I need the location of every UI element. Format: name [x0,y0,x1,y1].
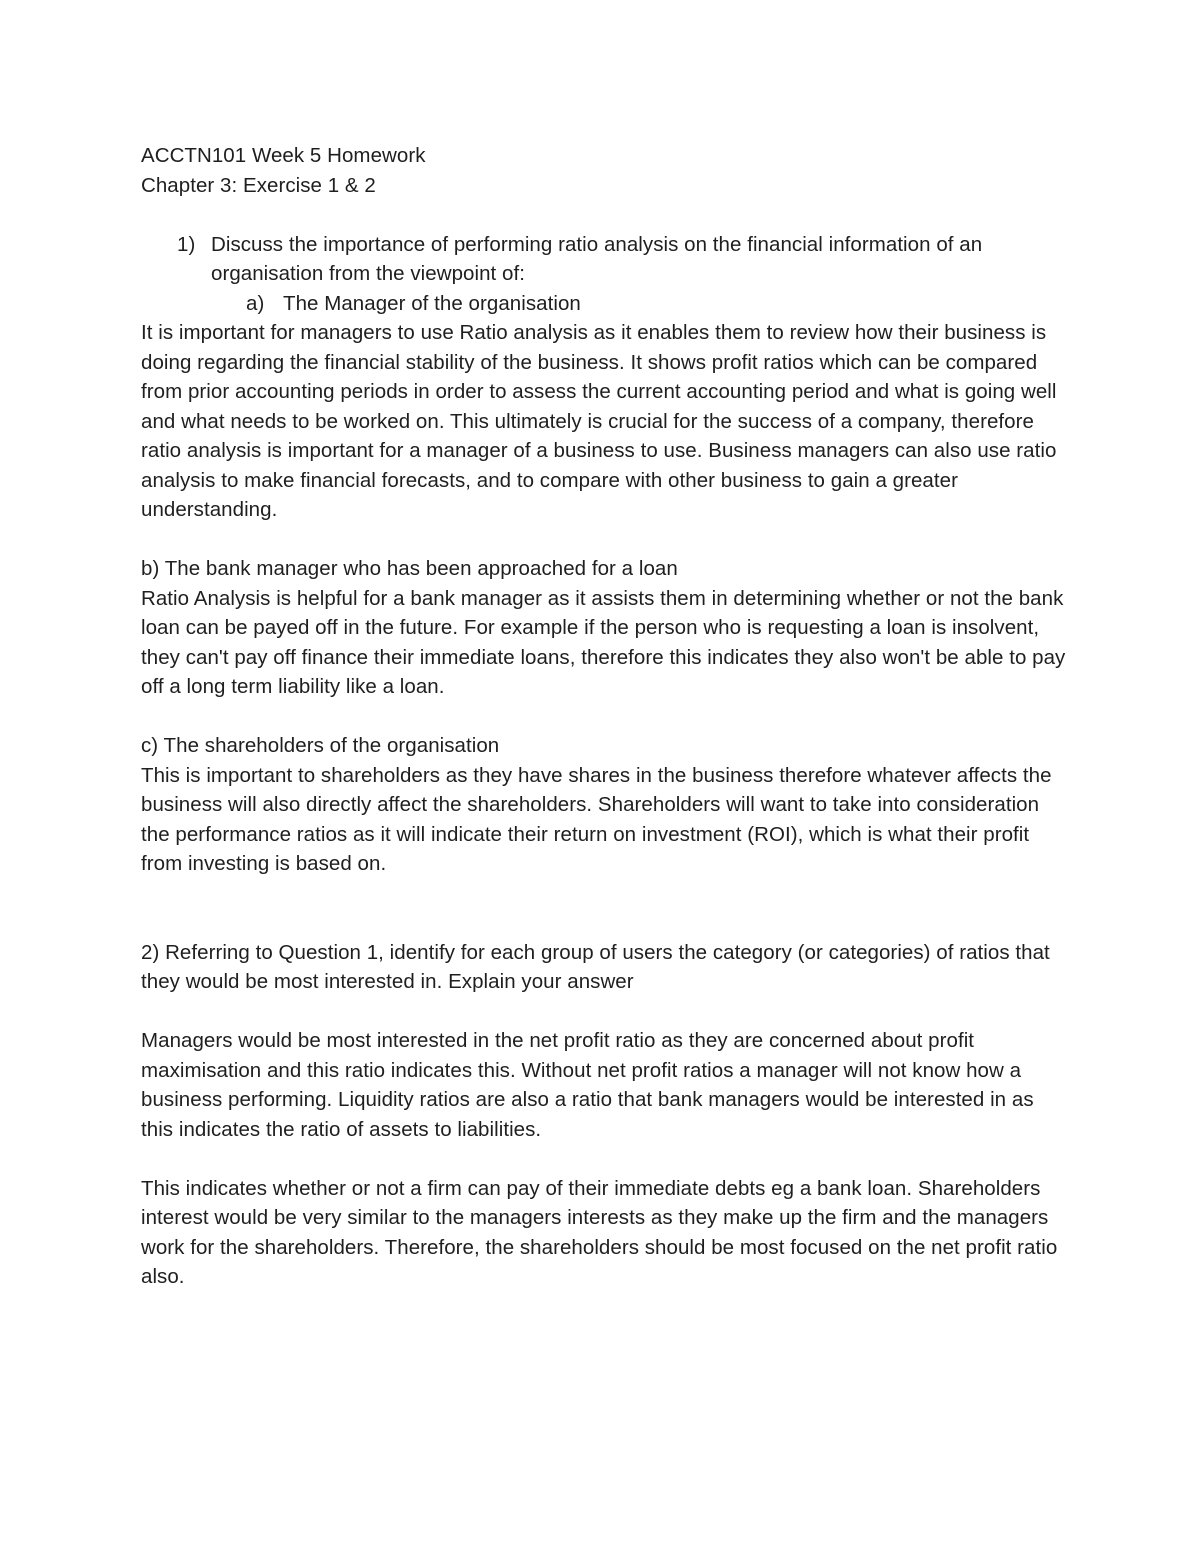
question-1b-heading: b) The bank manager who has been approached for a loan [141,557,678,580]
question-1-text: Discuss the importance of performing ratio analysis on the financial information of an organisation from the viewpoint of: [211,232,983,285]
question-2-answer-2: This indicates whether or not a firm can pay of their immediate debts eg a bank loan. Shareholders interest would be very similar to the managers interests as they make up the firm and the managers work for the shareholders. Therefore, the shareholders should be most focused on the net profit ratio also. [141,1176,1058,1288]
spacer [141,702,1071,732]
question-2-text: 2) Referring to Question 1, identify for each group of users the category (or categories) of ratios that they would be most interested in. Explain your answer [141,940,1050,993]
document-title: ACCTN101 Week 5 Homework [141,144,426,167]
question-1a-heading: The Manager of the organisation [283,291,581,315]
question-1c-answer: This is important to shareholders as they have shares in the business therefore whatever affects the business will also directly affect the shareholders. Shareholders will want to take into consideration the performance ratios as it will indicate their return on investment (ROI), which is what their profit from investing is based on. [141,763,1052,875]
question-1a-heading-row [141,289,1071,319]
document-body [141,141,1071,1292]
question-1a-answer: It is important for managers to use Ratio analysis as it enables them to review how their business is doing regarding the financial stability of the business. It shows profit ratios which can be compared from prior accounting periods in order to assess the current accounting period and what is going well and what needs to be worked on. This ultimately is crucial for the success of a company, therefore ratio analysis is important for a manager of a business to use. Business managers can also use ratio analysis to make financial forecasts, and to compare with other business to gain a greater understanding. [141,321,1057,521]
question-1-number: 1) [177,232,196,256]
question-1 [141,230,1071,289]
document-subtitle: Chapter 3: Exercise 1 & 2 [141,173,376,197]
spacer [141,200,1071,230]
question-1c-heading: c) The shareholders of the organisation [141,734,500,757]
spacer [141,997,1071,1027]
spacer [141,525,1071,555]
spacer [141,879,1071,938]
spacer [141,1144,1071,1174]
question-2-answer-1: Managers would be most interested in the net profit ratio as they are concerned about profit maximisation and this ratio indicates this. Without net profit ratios a manager will not know how a business performing. Liquidity ratios are also a ratio that bank managers would be interested in as this indicates the ratio of assets to liabilities. [141,1029,1034,1141]
question-1a-marker: a) [246,291,265,315]
question-1b-answer: Ratio Analysis is helpful for a bank manager as it assists them in determining whether or not the bank loan can be payed off in the future. For example if the person who is requesting a loan is insolvent, they can't pay off finance their immediate loans, therefore this indicates they also won't be able to pay off a long term liability like a loan. [141,586,1066,698]
